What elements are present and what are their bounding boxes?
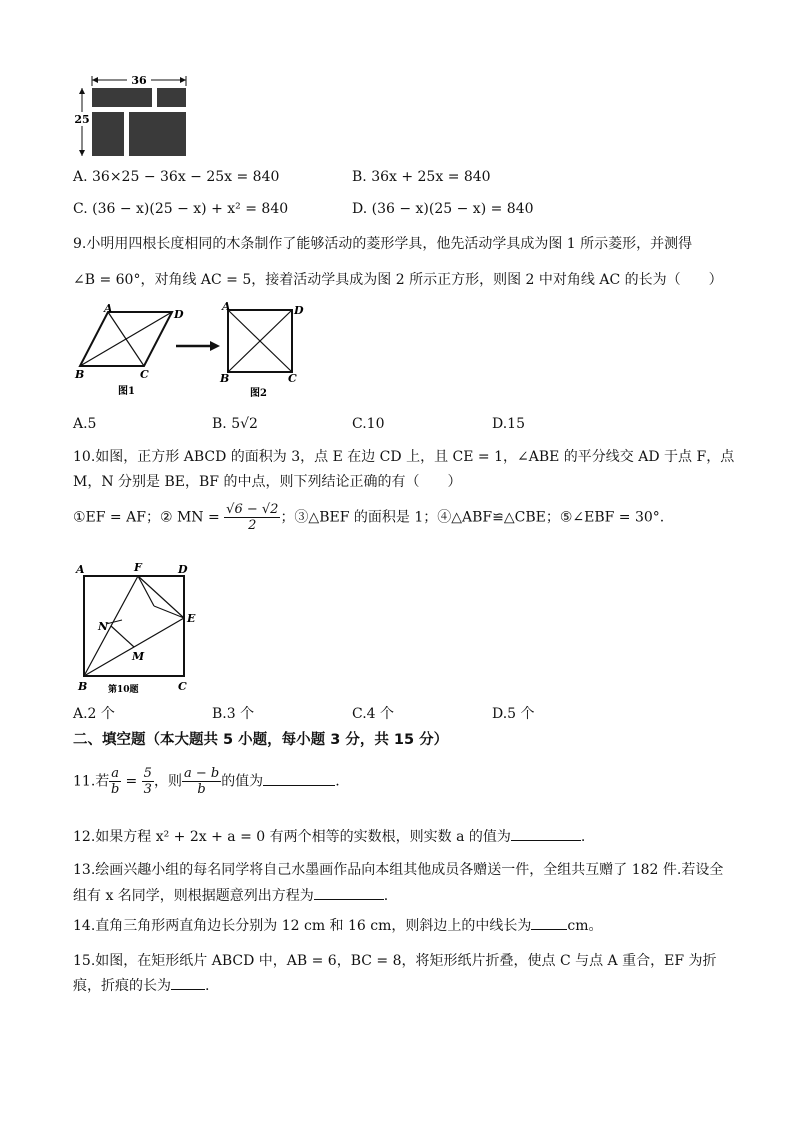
q10-option-c: C.4 个 [352,706,395,722]
q8-option-c: C. (36 − x)(25 − x) + x² = 840 [73,201,289,217]
svg-text:N: N [98,620,109,633]
q10-text-line2: M，N 分别是 BE，BF 的中点，则下列结论正确的有（ ） [73,474,462,490]
q9-option-b: B. 5√2 [212,416,258,432]
q15-text-line2: 痕，折痕的长为 . [73,978,210,994]
svg-text:B: B [75,368,85,381]
q8-option-d: D. (36 − x)(25 − x) = 840 [352,201,534,217]
q10-option-a: A.2 个 [73,706,115,722]
svg-text:D: D [294,304,304,317]
q10-option-d: D.5 个 [492,706,535,722]
q15-text-line1: 15.如图，在矩形纸片 ABCD 中，AB = 6，BC = 8，将矩形纸片折叠，使点 C 与点 A 重合，EF 为折 [73,953,717,969]
q13-answer-blank[interactable] [314,899,384,900]
svg-text:图1: 图1 [118,386,135,397]
svg-text:A: A [76,563,85,576]
q14-text: 14.直角三角形两直角边长分别为 12 cm 和 16 cm，则斜边上的中线长为 cm。 [73,918,603,934]
q12-text: 12.如果方程 x² + 2x + a = 0 有两个相等的实数根，则实数 a 的值为 . [73,829,586,845]
q14-answer-blank[interactable] [531,929,567,930]
fig8-field [92,88,186,156]
q13-text-line2: 组有 x 名同学，则根据题意列出方程为 . [73,888,389,904]
svg-text:F: F [134,561,142,574]
svg-text:B: B [220,372,230,385]
q10-statements: ①EF = AF；② MN = $\frac{√6 - √2}{2}$ ；③△BEF 的面积是 1；④△ABF≌△CBE；⑤∠EBF = 30°. [73,502,665,533]
q8-figure [74,72,194,160]
svg-text:B: B [78,680,88,693]
q9-text-line1: 9.小明用四根长度相同的木条制作了能够活动的菱形学具，他先活动学具成为图 1 所示菱形，并测得 [73,236,693,252]
q10-option-b: B.3 个 [212,706,255,722]
section-2-title: 二、填空题（本大题共 5 小题，每小题 3 分，共 15 分） [73,732,449,748]
q8-option-a: A. 36×25 − 36x − 25x = 840 [73,169,280,185]
q9-option-c: C.10 [352,416,385,432]
svg-text:C: C [288,372,297,385]
q9-figure [74,300,314,400]
q9-option-d: D.15 [492,416,525,432]
fig8-width-label: 36 [131,74,147,87]
q15-answer-blank[interactable] [171,989,205,990]
q13-text-line1: 13.绘画兴趣小组的每名同学将自己水墨画作品向本组其他成员各赠送一件，全组共互赠了 182 件.若设全 [73,862,724,878]
svg-text:M: M [132,650,145,663]
q10-text-line1: 10.如图，正方形 ABCD 的面积为 3，点 E 在边 CD 上，且 CE = 1，∠ABE 的平分线交 AD 于点 F，点 [73,449,735,465]
svg-text:D: D [174,308,184,321]
q12-answer-blank[interactable] [511,840,581,841]
svg-text:C: C [140,368,149,381]
svg-text:图2: 图2 [250,388,267,399]
svg-text:D: D [178,563,188,576]
svg-text:C: C [178,680,187,693]
q11-text: 11.若 $\frac{a}{b}$ = $\frac{5}{3}$ ，则 $\frac{a - b}{b}$ 的值为 . [73,766,340,797]
q8-option-b: B. 36x + 25x = 840 [352,169,491,185]
svg-text:A: A [222,300,231,313]
fig8-height-label: 25 [74,113,90,126]
svg-text:A: A [104,302,113,315]
svg-text:E: E [187,612,196,625]
q9-text-line2: ∠B = 60°，对角线 AC = 5，接着活动学具成为图 2 所示正方形，则图 2 中对角线 AC 的长为（ ） [73,272,723,288]
q9-option-a: A.5 [73,416,97,432]
svg-text:第10题: 第10题 [108,685,139,695]
q10-figure [74,558,204,698]
q11-answer-blank[interactable] [263,785,335,786]
